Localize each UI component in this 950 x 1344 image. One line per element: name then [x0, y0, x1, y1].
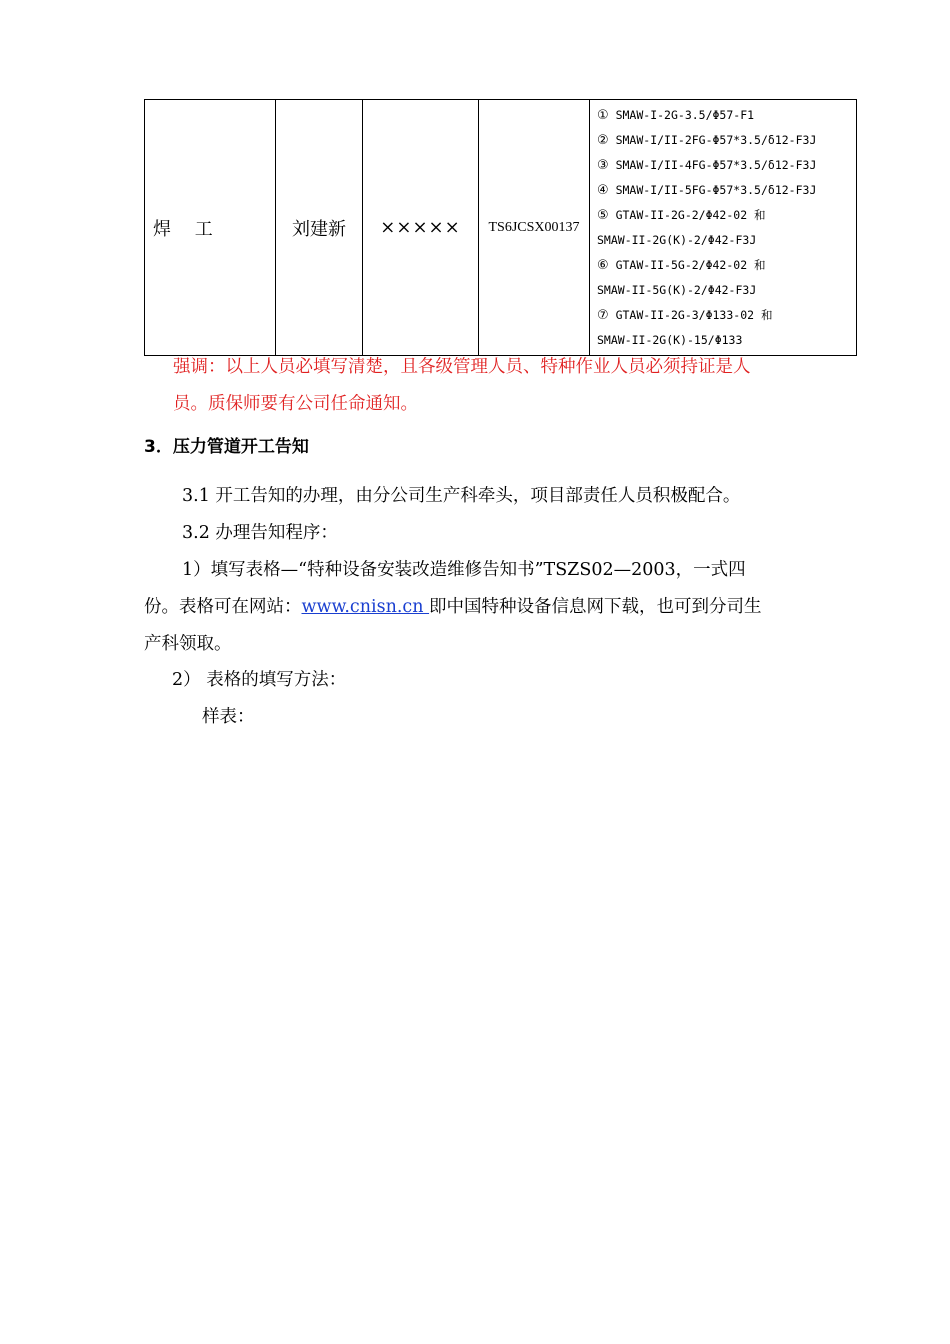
qualification-item: ⑦ GTAW-II-2G-3/Φ133-02 和 [597, 308, 773, 323]
qualification-item: ① SMAW-I-2G-3.5/Φ57-F1 [597, 108, 755, 123]
emphasis-note [173, 349, 823, 423]
paragraph-3-2: 3.2 办理告知程序： [182, 523, 338, 543]
role-label: 焊 工 [153, 218, 213, 240]
qualification-item-continued: SMAW-II-2G(K)-2/Φ42-F3J [597, 233, 757, 247]
section-heading: 3．压力管道开工告知 [144, 437, 309, 457]
step-1-line: 产科领取。 [144, 634, 232, 654]
step-1-text: 份。表格可在网站： [144, 597, 302, 617]
paragraph-3-1: 3.1 开工告知的办理，由分公司生产科牵头，项目部责任人员积极配合。 [182, 486, 741, 506]
qualification-item: ⑥ GTAW-II-5G-2/Φ42-02 和 [597, 258, 766, 273]
step-1-text: 即中国特种设备信息网下载，也可到分司生 [429, 597, 762, 617]
emphasis-line: 员。质保师要有公司任命通知。 [173, 394, 418, 414]
qualification-item-continued: SMAW-II-5G(K)-2/Φ42-F3J [597, 283, 757, 297]
qualification-item: ④ SMAW-I/II-5FG-Φ57*3.5/δ12-F3J [597, 183, 817, 198]
step-2: 2） 表格的填写方法： [172, 670, 347, 690]
qualification-item: ③ SMAW-I/II-4FG-Φ57*3.5/δ12-F3J [597, 158, 817, 173]
table-row [145, 100, 857, 356]
website-link[interactable]: www.cnisn.cn [301, 597, 430, 617]
qualification-item-continued: SMAW-II-2G(K)-15/Φ133 [597, 333, 743, 347]
emphasis-line: 强调：以上人员必填写清楚，且各级管理人员、特种作业人员必须持证是人 [173, 357, 751, 377]
id-number-cell: ××××× [363, 100, 479, 356]
step-1-line: 1）填写表格—“特种设备安装改造维修告知书”TSZS02—2003，一式四 [182, 560, 746, 580]
qualification-items-cell [590, 100, 857, 356]
step-1-line [144, 589, 762, 626]
qualification-item: ⑤ GTAW-II-2G-2/Φ42-02 和 [597, 208, 766, 223]
sample-label: 样表： [202, 707, 255, 727]
welder-certificate-table [144, 99, 857, 356]
name-cell: 刘建新 [276, 100, 363, 356]
cert-number-cell: TS6JCSX00137 [479, 100, 590, 356]
qualification-item: ② SMAW-I/II-2FG-Φ57*3.5/δ12-F3J [597, 133, 817, 148]
role-cell [145, 100, 276, 356]
